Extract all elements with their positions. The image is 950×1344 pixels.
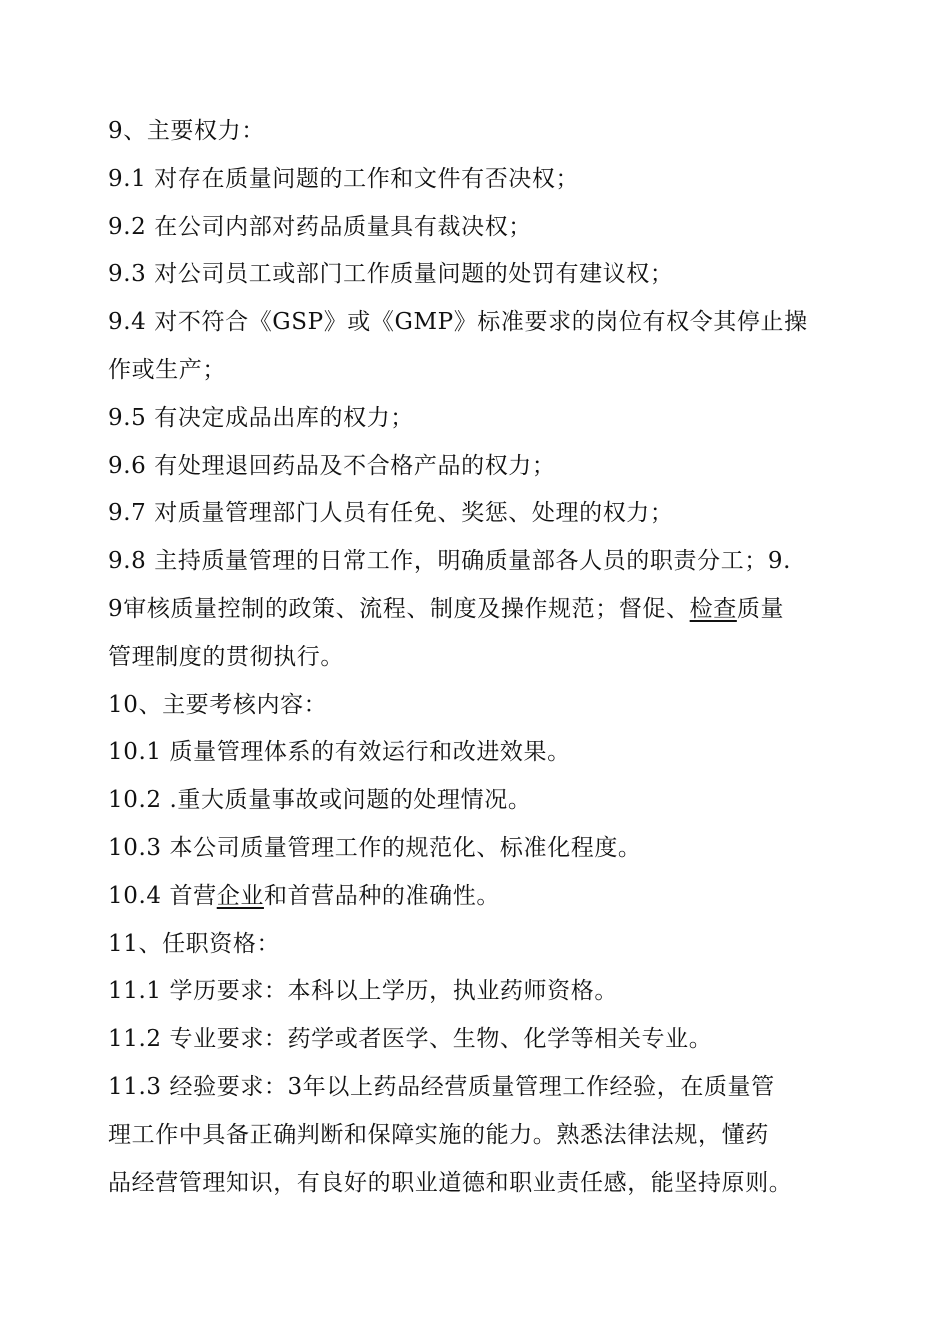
item-10-1: 10.1 质量管理体系的有效运行和改进效果。 — [108, 739, 571, 766]
document-page — [108, 108, 848, 1207]
inspect-link[interactable]: 检查 — [689, 595, 737, 622]
item-9-7: 9.7 对质量管理部门人员有任免、奖惩、处理的权力； — [108, 500, 674, 527]
item-10-2: 10.2 .重大质量事故或问题的处理情况。 — [108, 787, 532, 814]
item-9-8-line-2-text-a: 9审核质量控制的政策、流程、制度及操作规范；督促、 — [108, 595, 690, 622]
item-9-8-line-2-text-b: 质量 — [736, 595, 785, 622]
item-11-1: 11.1 学历要求：本科以上学历，执业药师资格。 — [108, 978, 618, 1005]
item-11-2: 11.2 专业要求：药学或者医学、生物、化学等相关专业。 — [108, 1026, 713, 1053]
item-11-3-line-3: 品经营管理知识，有良好的职业道德和职业责任感，能坚持原则。 — [108, 1169, 793, 1196]
section-10-heading: 10、主要考核内容： — [108, 691, 328, 718]
item-9-8-line-2 — [108, 586, 848, 634]
section-9-heading: 9、主要权力： — [108, 118, 265, 144]
item-10-3: 10.3 本公司质量管理工作的规范化、标准化程度。 — [108, 834, 642, 861]
item-11-3-line-1: 11.3 经验要求：3年以上药品经营质量管理工作经验，在质量管 — [108, 1073, 775, 1100]
enterprise-link[interactable]: 企业 — [216, 882, 264, 909]
item-10-4-text-b: 和首营品种的准确性。 — [263, 882, 500, 909]
item-9-6: 9.6 有处理退回药品及不合格产品的权力； — [108, 452, 556, 479]
item-10-4-text-a: 10.4 首营 — [108, 882, 217, 909]
item-10-4 — [108, 873, 848, 921]
item-9-4-line-2: 作或生产； — [108, 356, 226, 383]
item-9-5: 9.5 有决定成品出库的权力； — [108, 404, 414, 431]
item-9-4-line-1: 9.4 对不符合《GSP》或《GMP》标准要求的岗位有权令其停止操 — [108, 309, 808, 336]
section-11-heading: 11、任职资格： — [108, 930, 281, 957]
item-9-2: 9.2 在公司内部对药品质量具有裁决权； — [108, 213, 532, 240]
item-9-1: 9.1 对存在质量问题的工作和文件有否决权； — [108, 165, 580, 192]
item-9-3: 9.3 对公司员工或部门工作质量问题的处罚有建议权； — [108, 261, 674, 288]
item-9-8-line-1: 9.8 主持质量管理的日常工作，明确质量部各人员的职责分工；9. — [108, 548, 792, 575]
item-11-3-line-2: 理工作中具备正确判断和保障实施的能力。熟悉法律法规，懂药 — [108, 1121, 769, 1148]
item-9-8-line-3: 管理制度的贯彻执行。 — [108, 643, 344, 670]
